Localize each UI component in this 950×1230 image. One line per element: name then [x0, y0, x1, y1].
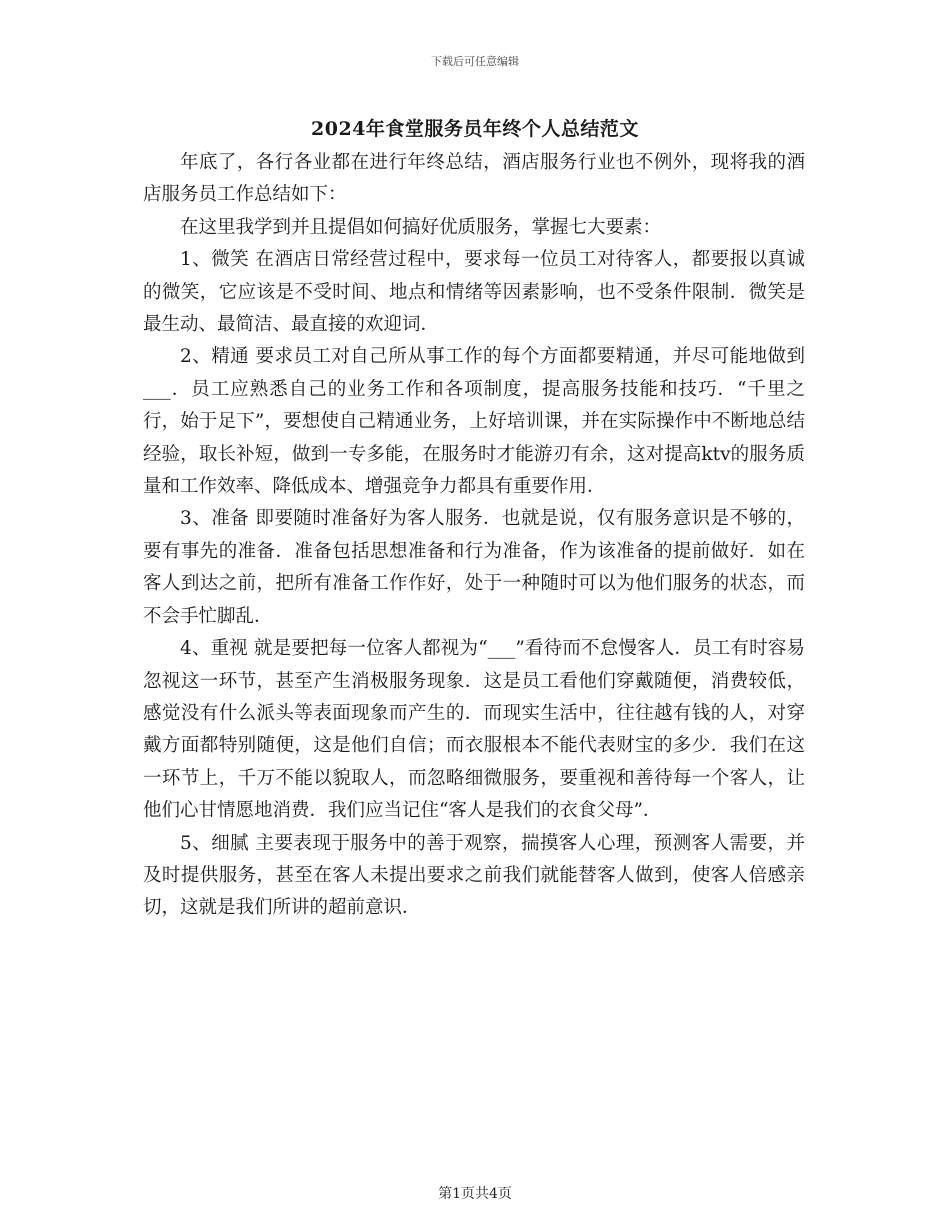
paragraph-intro: 年底了，各行各业都在进行年终总结，酒店服务行业也不例外，现将我的酒店服务员工作总结如下：	[143, 152, 805, 206]
page-number: 第1页共4页	[438, 1186, 512, 1202]
page-header-note: 下载后可任意编辑	[431, 55, 519, 68]
paragraph-preparation: 3、准备 即要随时准备好为客人服务．也就是说，仅有服务意识是不够的，要有事先的准备．准备包括思想准备和行为准备，作为该准备的提前做好．如在客人到达之前，把所有准备工作作好，处于一种随时可以为他们服务的状态，而不会手忙脚乱．	[143, 508, 805, 627]
paragraph-proficiency: 2、精通 要求员工对自己所从事工作的每个方面都要精通，并尽可能地做到___．员工应熟悉自己的业务工作和各项制度，提高服务技能和技巧．“千里之行，始于足下”，要想使自己精通业务，上好培训课，并在实际操作中不断地总结经验，取长补短，做到一专多能，在服务时才能游刃有余，这对提高ktv的服务质量和工作效率、降低成本、增强竞争力都具有重要作用．	[143, 346, 805, 498]
document-title: 2024年食堂服务员年终个人总结范文	[311, 118, 639, 140]
paragraph-respect: 4、重视 就是要把每一位客人都视为“___”看待而不怠慢客人．员工有时容易忽视这一环节，甚至产生消极服务现象．这是员工看他们穿戴随便，消费较低，感觉没有什么派头等表面现象而产生的．而现实生活中，往往越有钱的人，对穿戴方面都特别随便，这是他们自信；而衣服根本不能代表财宝的多少．我们在这一环节上，千万不能以貌取人，而忽略细微服务，要重视和善待每一个客人，让他们心甘情愿地消费．我们应当记住“客人是我们的衣食父母”．	[143, 638, 805, 822]
paragraph-attentiveness: 5、细腻 主要表现于服务中的善于观察，揣摸客人心理，预测客人需要，并及时提供服务，甚至在客人未提出要求之前我们就能替客人做到，使客人倍感亲切，这就是我们所讲的超前意识．	[143, 832, 805, 919]
document-body	[143, 147, 805, 925]
paragraph-smile: 1、微笑 在酒店日常经营过程中，要求每一位员工对待客人，都要报以真诚的微笑，它应该是不受时间、地点和情绪等因素影响，也不受条件限制．微笑是最生动、最简洁、最直接的欢迎词．	[143, 249, 805, 336]
paragraph-elements-intro: 在这里我学到并且提倡如何搞好优质服务，掌握七大要素：	[180, 216, 662, 238]
